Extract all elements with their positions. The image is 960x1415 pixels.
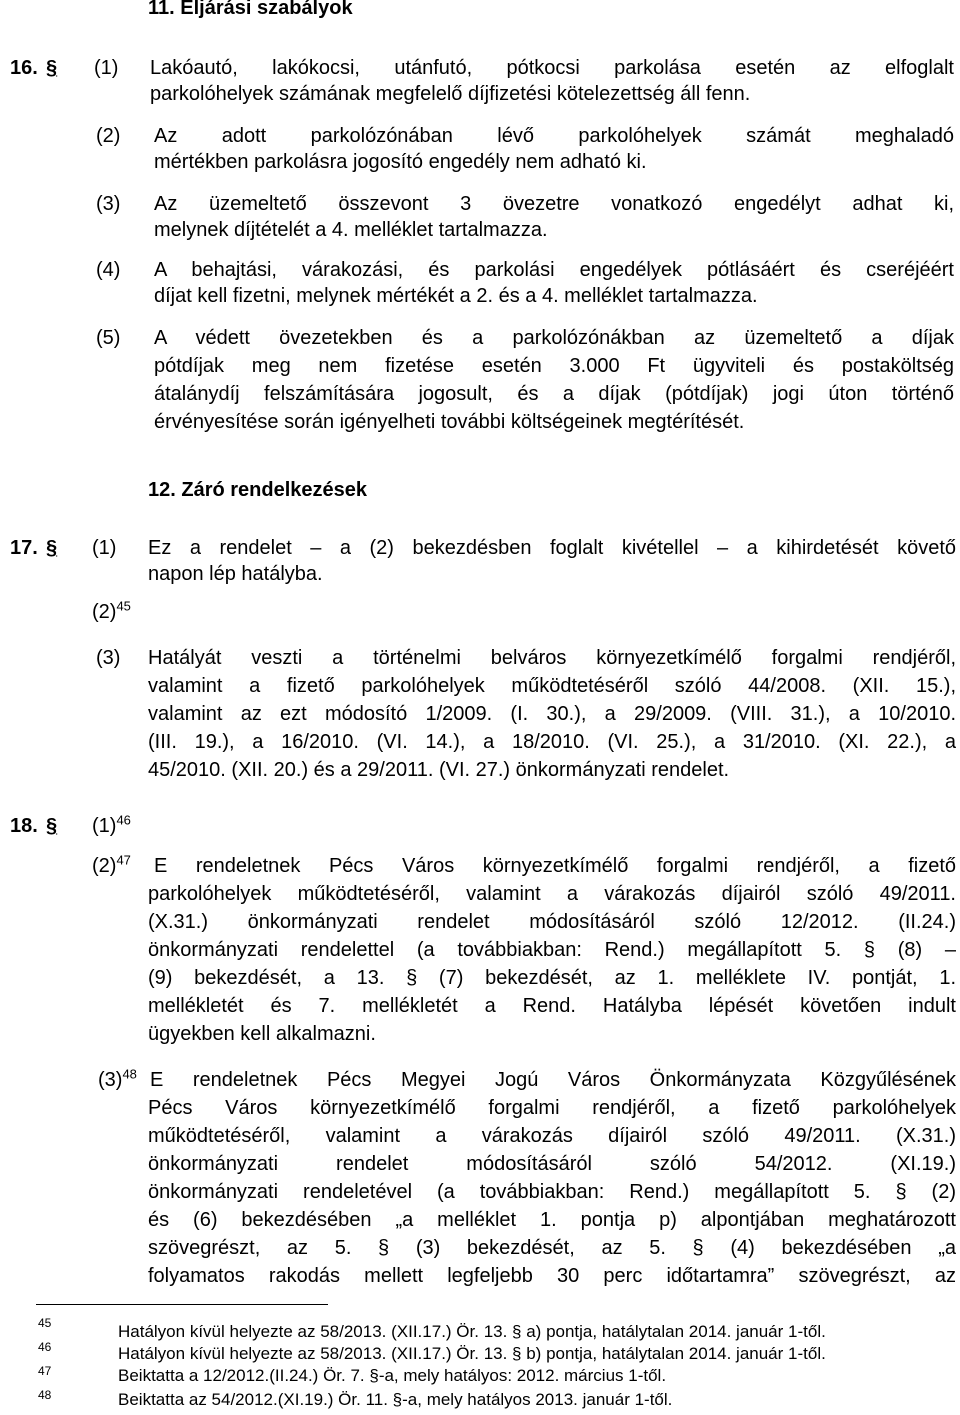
item-text-line: díjat kell fizetni, melynek mértékét a 2. és a 4. melléklet tartalmazza. [154,285,758,307]
footnote-reference[interactable]: 48 [122,1066,137,1082]
footnote-reference[interactable]: 45 [116,598,131,614]
footnote-text: Beiktatta a 12/2012.(II.24.) Ör. 7. §-a, mely hatályos: 2012. március 1-től. [118,1366,667,1385]
item-text-line: érvényesítése során igényelheti további költségeinek megtérítését. [154,411,745,433]
paragraph-number-17: 17. [10,537,38,559]
item-text-line: 45/2010. (XII. 20.) és a 29/2011. (VI. 27.) önkormányzati rendelet. [148,759,730,781]
item-text-line: pótdíjak meg nem fizetése esetén 3.000 Ft ügyviteli és postaköltség [154,355,954,377]
footnote-number: 48 [38,1388,52,1402]
footnote-text: Beiktatta az 54/2012.(XI.19.) Ör. 11. §-a, mely hatályos 2013. január 1-től. [118,1390,673,1409]
item-text-line: A behajtási, várakozási, és parkolási engedélyek pótlásáért és cseréjéért [154,259,954,281]
section-sign: § [46,57,58,79]
item-text-line: átalánydíj felszámítására jogosult, és a díjak (pótdíjak) jogi úton történő [154,383,954,405]
item-text-line: E rendeletnek Pécs Megyei Jogú Város Önkormányzata Közgyűlésének [150,1069,956,1091]
item-text-line: mellékletét és 7. mellékletét a Rend. Hatályba lépését követően indult [148,995,956,1017]
item-text-line: melynek díjtételét a 4. melléklet tartalmazza. [154,219,548,241]
item-label-with-footnote: $(1)^{46}$ [92,812,131,837]
item-text-line: valamint a fizető parkolóhelyek működtetéséről szóló 44/2008. (XII. 15.), [148,675,956,697]
footnote-number: 46 [38,1340,52,1354]
item-text-line: Az adott parkolózónában lévő parkolóhelyek számát meghaladó [154,125,954,147]
footnote-text: Hatályon kívül helyezte az 58/2013. (XII.17.) Ör. 13. § b) pontja, hatálytalan 2014. január 1-től. [118,1344,826,1363]
item-text-line: parkolóhelyek működtetéséről, valamint a várakozás díjairól szóló 49/2011. [148,883,956,905]
item-text-line: Hatályát veszti a történelmi belváros környezetkímélő forgalmi rendjéről, [148,647,956,669]
item-label: (1) [94,57,119,79]
item-text-line: mértékben parkolásra jogosító engedély nem adható ki. [154,151,647,173]
footnote-reference[interactable]: 46 [116,812,131,828]
item-text-line: önkormányzati rendelettel (a továbbiakban: Rend.) megállapított 5. § (8) – [148,939,956,961]
item-text-line: működtetéséről, valamint a várakozás díjairól szóló 49/2011. (X.31.) [148,1125,956,1147]
item-text-line: Ez a rendelet – a (2) bekezdésben foglalt kivétellel – a kihirdetését követő [148,537,956,559]
item-label-with-footnote: $(3)^{48}$ [98,1066,137,1091]
item-text-line: folyamatos rakodás mellett legfeljebb 30 perc időtartamra” szövegrészt, az [148,1265,956,1287]
item-label-with-footnote: $(2)^{45}$ [92,598,131,623]
item-text-line: Lakóautó, lakókocsi, utánfutó, pótkocsi parkolása esetén az elfoglalt [150,57,954,79]
item-text-line: és (6) bekezdésében „a melléklet 1. pontja p) alpontjában meghatározott [148,1209,956,1231]
footnote-number: 47 [38,1364,52,1378]
item-text-line: (X.31.) önkormányzati rendelet módosításáról szóló 12/2012. (II.24.) [148,911,956,933]
item-text-line: valamint az ezt módosító 1/2009. (I. 30.), a 29/2009. (VIII. 31.), a 10/2010. [148,703,956,725]
item-label: (1) [92,537,117,559]
footnote-reference[interactable]: 47 [116,852,131,868]
section-sign: § [46,815,58,837]
footnote-separator [36,1304,328,1305]
item-text-line: Pécs Város környezetkímélő forgalmi rendjéről, a fizető parkolóhelyek [148,1097,956,1119]
section-sign: § [46,537,58,559]
item-label: (3) [96,647,121,669]
item-text-line: önkormányzati rendelet módosításáról szóló 54/2012. (XI.19.) [148,1153,956,1175]
footnote-text: Hatályon kívül helyezte az 58/2013. (XII.17.) Ör. 13. § a) pontja, hatálytalan 2014. január 1-től. [118,1322,826,1341]
item-text-line: parkolóhelyek számának megfelelő díjfizetési kötelezettség áll fenn. [150,83,751,105]
paragraph-number-18: 18. [10,815,38,837]
item-text-line: E rendeletnek Pécs Város környezetkímélő forgalmi rendjéről, a fizető [154,855,956,877]
item-label: (5) [96,327,121,349]
item-text-line: A védett övezetekben és a parkolózónákban az üzemeltető a díjak [154,327,954,349]
item-text-line: önkormányzati rendeletével (a továbbiakban: Rend.) megállapított 5. § (2) [148,1181,956,1203]
paragraph-number-16: 16. [10,57,38,79]
section-heading-11: 11. Eljárási szabályok [148,0,353,19]
footnote-number: 45 [38,1316,52,1330]
item-text-line: Az üzemeltető összevont 3 övezetre vonatkozó engedélyt adhat ki, [154,193,954,215]
item-text-line: (9) bekezdését, a 13. § (7) bekezdését, az 1. melléklete IV. pontját, 1. [148,967,956,989]
item-label: (2) [96,125,121,147]
item-label: (3) [96,193,121,215]
item-label: (4) [96,259,121,281]
item-label-with-footnote: $(2)^{47}$ [92,852,131,877]
item-text-line: napon lép hatályba. [148,563,323,585]
item-text-line: (III. 19.), a 16/2010. (VI. 14.), a 18/2010. (VI. 25.), a 31/2010. (XI. 22.), a [148,731,956,753]
item-text-line: ügyekben kell alkalmazni. [148,1023,376,1045]
item-text-line: szövegrészt, az 5. § (3) bekezdését, az 5. § (4) bekezdésében „a [148,1237,956,1259]
section-heading-12: 12. Záró rendelkezések [148,479,368,501]
